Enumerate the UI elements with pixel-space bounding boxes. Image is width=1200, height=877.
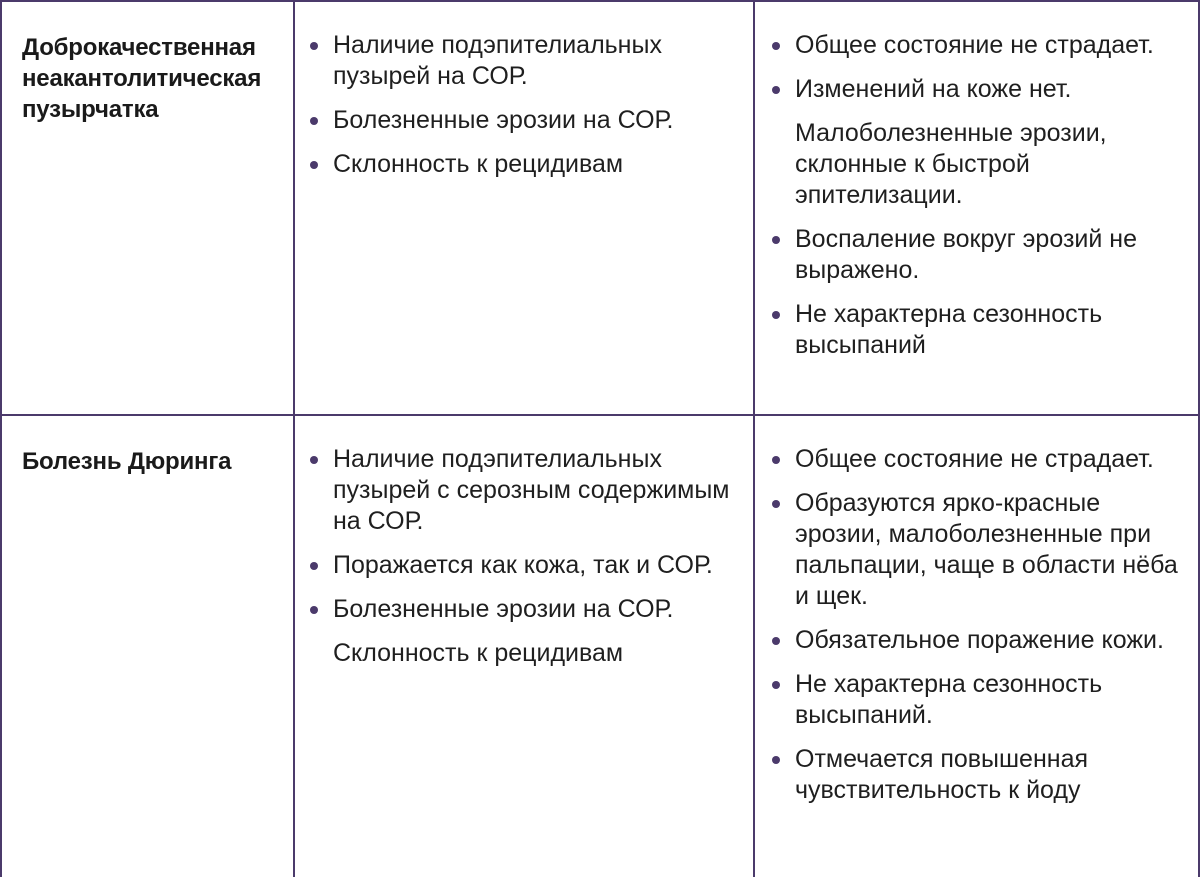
list-item: Изменений на коже нет. bbox=[767, 74, 1188, 105]
list-item: Образуются ярко-красные эрозии, малоболезненные при пальпации, чаще в области нёба и щек. bbox=[767, 488, 1188, 612]
list-item: Не характерна сезонность высыпаний. bbox=[767, 669, 1188, 731]
signs-cell bbox=[295, 416, 755, 877]
list-item: Отмечается повышенная чувствительность к йоду bbox=[767, 744, 1188, 806]
disease-name: Болезнь Дюринга bbox=[22, 448, 232, 475]
features-cell bbox=[755, 416, 1198, 877]
list-item: Болезненные эрозии на СОР. bbox=[305, 594, 741, 625]
list-item: Склонность к рецидивам bbox=[305, 149, 741, 180]
list-item: Воспаление вокруг эрозий не выражено. bbox=[767, 224, 1188, 286]
list-item: Общее состояние не страдает. bbox=[767, 30, 1188, 61]
list-item: Поражается как кожа, так и СОР. bbox=[305, 550, 741, 581]
list-item: Склонность к рецидивам bbox=[333, 639, 624, 667]
features-list bbox=[767, 444, 1188, 806]
list-item: Болезненные эрозии на СОР. bbox=[305, 105, 741, 136]
list-item: Обязательное поражение кожи. bbox=[767, 625, 1188, 656]
features-cell bbox=[755, 2, 1198, 414]
signs-list bbox=[305, 444, 741, 669]
disease-cell bbox=[2, 2, 295, 414]
list-item: Общее состояние не страдает. bbox=[767, 444, 1188, 475]
table-row bbox=[2, 2, 1198, 416]
disease-cell bbox=[2, 416, 295, 877]
list-item: Наличие подэпителиальных пузырей с серозным содержимым на СОР. bbox=[305, 444, 741, 537]
list-item: Наличие подэпителиальных пузырей на СОР. bbox=[305, 30, 741, 92]
list-item: Малоболезненные эрозии, склонные к быстрой эпителизации. bbox=[795, 119, 1107, 209]
disease-name: Доброкачественная неакантолитическая пузырчатка bbox=[22, 34, 262, 123]
signs-cell bbox=[295, 2, 755, 414]
list-item: Не характерна сезонность высыпаний bbox=[767, 299, 1188, 361]
table-row bbox=[2, 416, 1198, 877]
features-list bbox=[767, 30, 1188, 361]
signs-list bbox=[305, 30, 741, 180]
